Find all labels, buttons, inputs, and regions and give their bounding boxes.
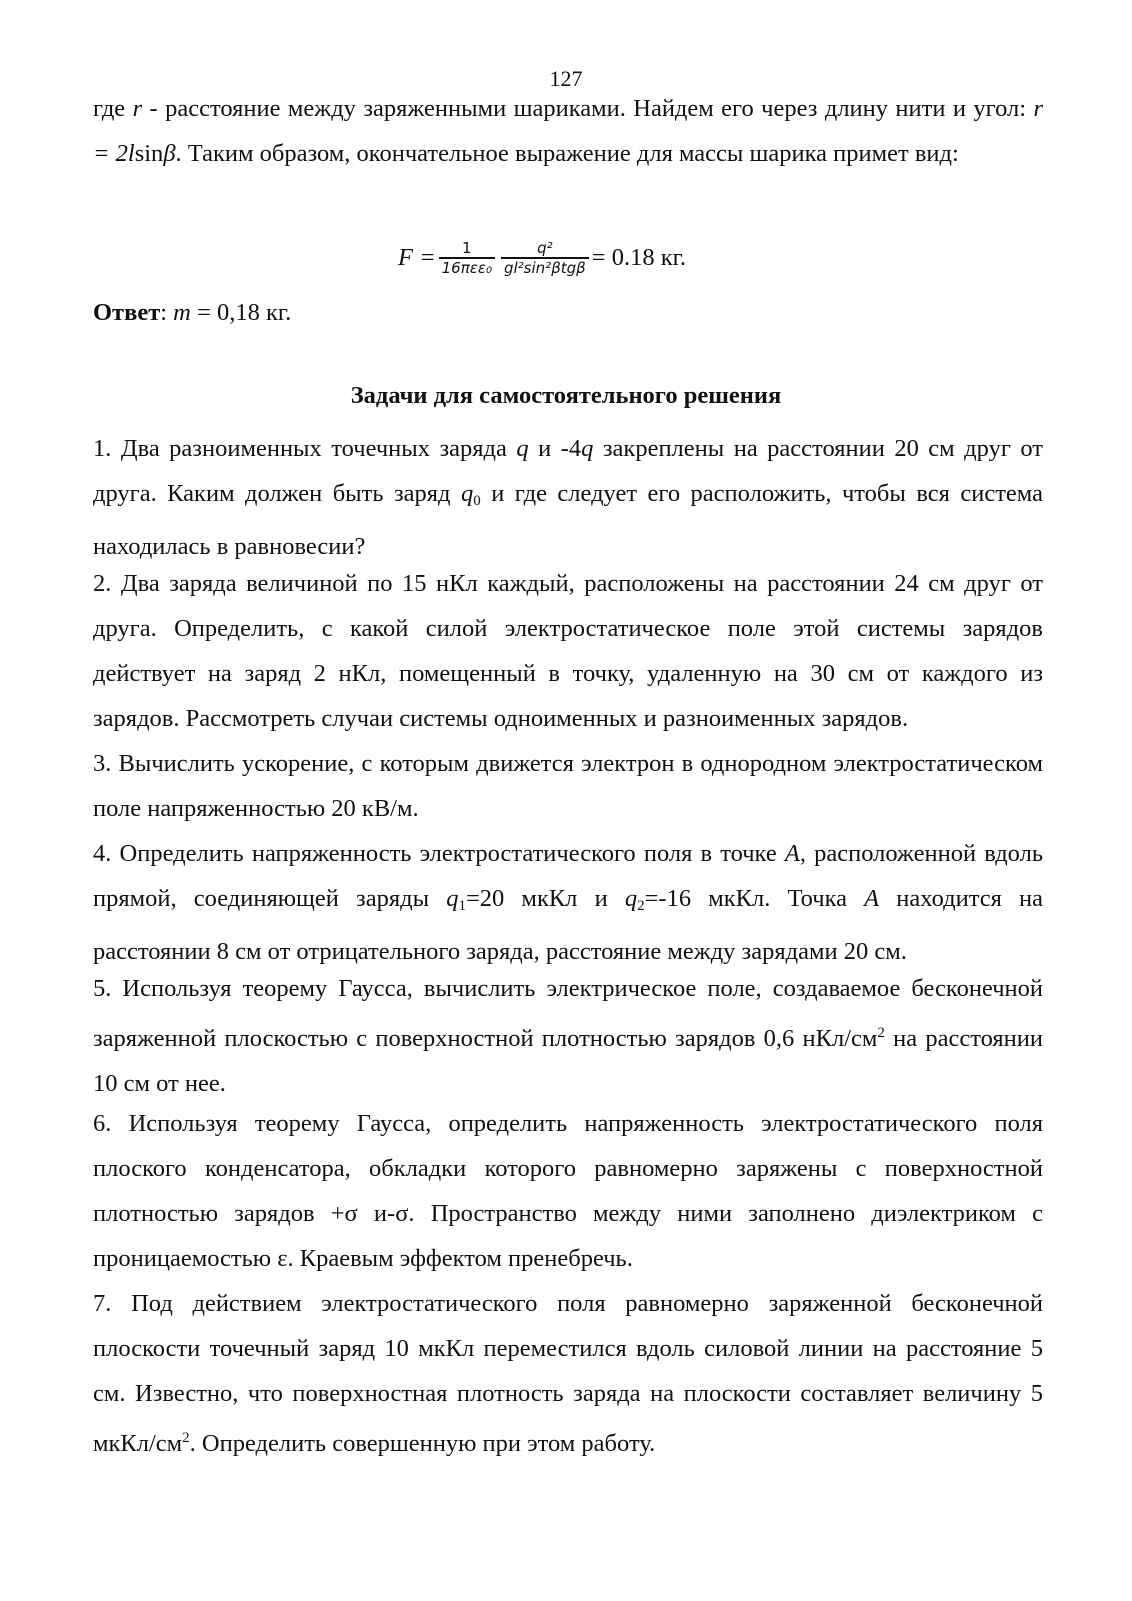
- intro-text: где: [93, 95, 133, 122]
- problem-text: =20 мкКл и: [465, 885, 625, 912]
- subscript: 2: [637, 898, 645, 914]
- fraction-denominator: 16πεε₀: [441, 258, 492, 277]
- problem-text: на расстоянии 10 см от нее.: [93, 1025, 1043, 1097]
- var-q1: q: [446, 885, 459, 912]
- problem-2: 2. Два заряда величиной по 15 нКл каждый, расположены на расстоянии 24 см друг от друга. Определить, с какой силой электростатическое поле этой системы зарядов действует на заряд 2 нКл, помещенный в точку, удаленную на 30 см от каждого из зарядов. Рассмотреть случаи системы одноименных и разноименных зарядов.: [93, 570, 1043, 732]
- var-q: q: [516, 435, 529, 462]
- answer-line: [93, 290, 1043, 335]
- fraction-numerator: 1: [462, 239, 472, 258]
- problem-text: 5. Используя теорему Гаусса, вычислить электрическое поле, создаваемое бесконечной заряженной плоскостью с поверхностной плотностью зарядов 0,6 нКл/см: [93, 975, 1043, 1052]
- problem-text: =-16 мкКл. Точка: [644, 885, 865, 912]
- intro-text: - расстояние между заряженными шариками. Найдем его через длину нити и угол:: [142, 95, 1034, 122]
- section-heading: Задачи для самостоятельного решения: [350, 382, 782, 409]
- page-number: 127: [549, 66, 583, 91]
- intro-text: . Таким образом, окончательное выражение для массы шарика примет вид:: [175, 140, 959, 167]
- var-q: q: [581, 435, 594, 462]
- eq-r: r = 2l: [93, 95, 1043, 167]
- problem-3: 3. Вычислить ускорение, с которым движется электрон в однородном электростатическом поле напряженностью 20 кВ/м.: [93, 750, 1043, 822]
- problem-text: и -4: [528, 435, 582, 462]
- formula-rhs: = 0.18 кг.: [591, 244, 687, 271]
- problem-7: [93, 1281, 1043, 1466]
- intro-paragraph: [93, 86, 1043, 176]
- problem-text: и где следует его расположить, чтобы вся система находилась в равновесии?: [93, 480, 1044, 560]
- eq-sin: sin: [134, 140, 164, 167]
- var-q2: q: [624, 885, 638, 912]
- subscript: 1: [458, 898, 466, 914]
- var-q0: q: [461, 480, 474, 507]
- answer-var: m: [173, 299, 191, 326]
- superscript: 2: [182, 1430, 190, 1446]
- problem-text: , расположенной вдоль прямой, соединяющей заряды: [93, 840, 1044, 912]
- fraction-numerator: q²: [537, 239, 553, 258]
- var-r: r: [132, 95, 143, 122]
- problem-6: 6. Используя теорему Гаусса, определить напряженность электростатического поля плоского конденсатора, обкладки которого равномерно заряжены с поверхностной плотностью зарядов +σ и-σ. Пространство между ними заполнено диэлектриком с проницаемостью ε. Краевым эффектом пренебречь.: [93, 1110, 1043, 1272]
- problem-4: [93, 831, 1043, 974]
- problem-text: . Определить совершенную при этом работу.: [189, 1430, 656, 1457]
- answer-value: = 0,18 кг.: [190, 299, 292, 326]
- eq-beta: β: [163, 140, 176, 167]
- problem-text: находится на расстоянии 8 см от отрицательного заряда, расстояние между зарядами 20 см.: [93, 885, 1044, 965]
- problem-text: 7. Под действием электростатического поля равномерно заряженной бесконечной плоскости точечный заряд 10 мкКл переместился вдоль силовой линии на расстояние 5 см. Известно, что поверхностная плотность заряда на плоскости составляет величину 5 мкКл/см: [93, 1290, 1043, 1457]
- superscript: 2: [877, 1025, 885, 1041]
- problem-text: 4. Определить напряженность электростатического поля в точке: [93, 840, 785, 867]
- formula-fraction-2: [501, 239, 589, 277]
- problem-text: закреплены на расстоянии 20 см друг от друга. Каким должен быть заряд: [93, 435, 1043, 507]
- formula-lhs: F =: [398, 244, 436, 271]
- problem-5: [93, 966, 1043, 1106]
- fraction-denominator: gl²sin²βtgβ: [503, 258, 586, 277]
- answer-label: Ответ: [93, 299, 161, 326]
- var-a: A: [864, 885, 880, 912]
- answer-colon: :: [160, 299, 174, 326]
- var-a: A: [784, 840, 800, 867]
- subscript: 0: [473, 493, 481, 509]
- problem-text: 1. Два разноименных точечных заряда: [93, 435, 517, 462]
- mass-formula: [398, 228, 686, 288]
- formula-fraction-1: [439, 239, 495, 277]
- problem-1: [93, 426, 1043, 569]
